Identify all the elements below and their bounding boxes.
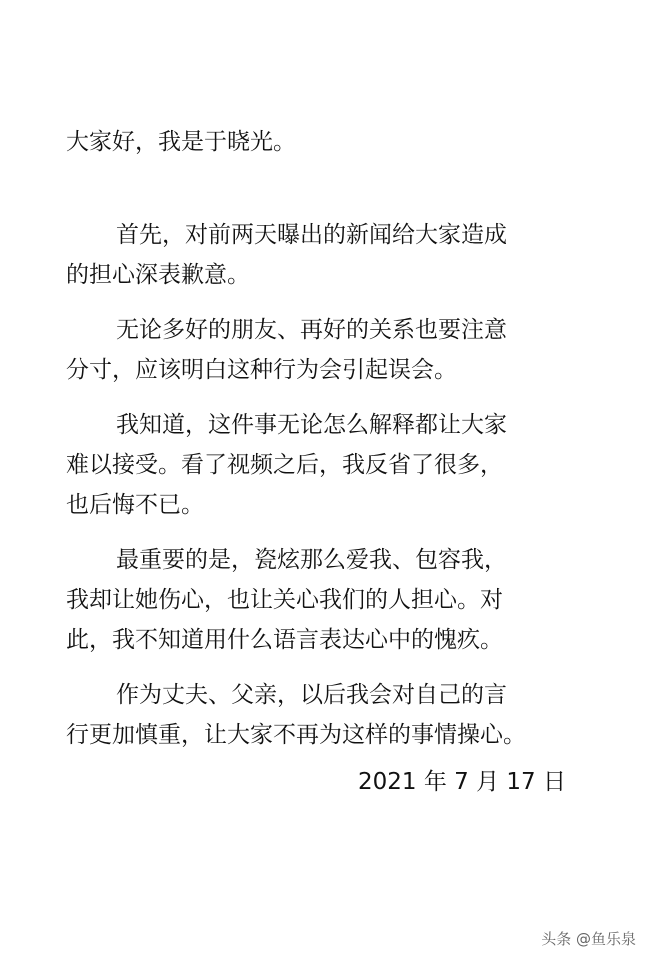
- letter-body: [66, 215, 586, 770]
- paragraph-line: 也后悔不已。: [66, 492, 204, 518]
- paragraph-line: 我却让她伤心，也让关心我们的人担心。对: [66, 587, 503, 613]
- paragraph-line: 难以接受。看了视频之后，我反省了很多，: [66, 452, 503, 478]
- paragraph-apology: [66, 215, 586, 295]
- paragraph-reflection: [66, 405, 586, 525]
- paragraph-line: 我知道，这件事无论怎么解释都让大家: [116, 412, 507, 438]
- paragraph-line: 分寸，应该明白这种行为会引起误会。: [66, 357, 457, 383]
- watermark-text: 头条 @鱼乐泉: [541, 930, 636, 948]
- paragraph-line: 行更加慎重，让大家不再为这样的事情操心。: [66, 722, 526, 748]
- paragraph-promise: [66, 675, 586, 755]
- paragraph-line: 的担心深表歉意。: [66, 262, 250, 288]
- paragraph-line: 最重要的是，瓷炫那么爱我、包容我，: [116, 547, 507, 573]
- paragraph-line: 无论多好的朋友、再好的关系也要注意: [116, 317, 507, 343]
- letter-date: 2021 年 7 月 17 日: [358, 769, 566, 795]
- paragraph-line: 首先，对前两天曝出的新闻给大家造成: [116, 222, 507, 248]
- paragraph-family: [66, 540, 586, 660]
- paragraph-line: 此，我不知道用什么语言表达心中的愧疚。: [66, 627, 503, 653]
- paragraph-boundaries: [66, 310, 586, 390]
- paragraph-line: 作为丈夫、父亲，以后我会对自己的言: [116, 682, 507, 708]
- greeting-text: 大家好，我是于晓光。: [66, 129, 296, 155]
